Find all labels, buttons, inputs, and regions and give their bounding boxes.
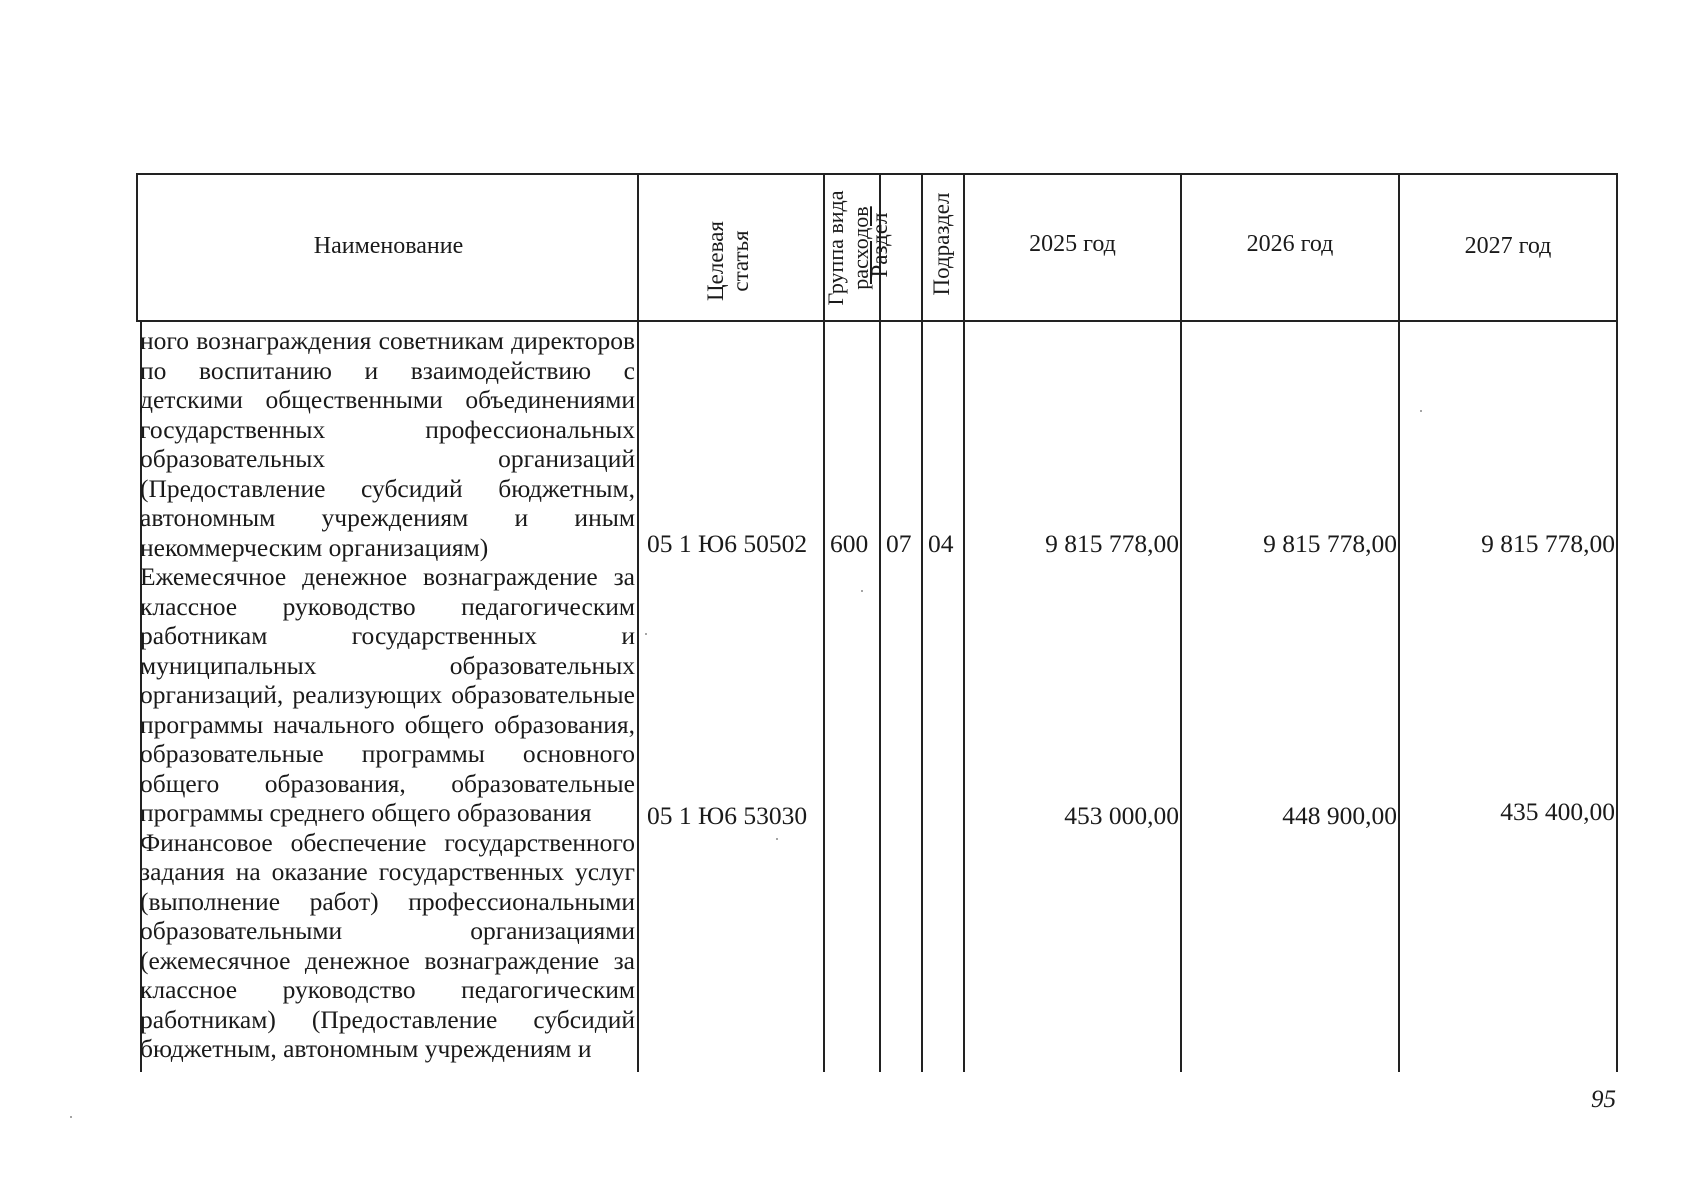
row-3-name: Финансовое обеспечение государственного задания на оказание государственных услуг (выполнение работ) профессиональными образовательными организациями (ежемесячное денежное вознаграждение за классное руководство педагогическим работникам) (Предоставление субсидий бюджетным, автономным учреждениям и xyxy=(140,827,635,1063)
row-1-name: ного вознаграждения советникам директоров по воспитанию и взаимодействию с детскими общественными объединениями государственных профессиональных образовательных организаций (Предоставление субсидий бюджетным, автономным учреждениям и иным некоммерческим организациям) xyxy=(140,326,635,562)
row-1-subsection: 04 xyxy=(928,529,954,558)
header-target-article-line2: статья xyxy=(728,230,753,292)
page-number: 95 xyxy=(1591,1086,1616,1113)
scan-speck xyxy=(1420,410,1422,412)
header-target-article xyxy=(703,184,757,338)
name-column xyxy=(140,326,635,1064)
scan-speck xyxy=(70,1116,72,1118)
row-1-expense-group: 600 xyxy=(830,529,869,558)
header-year-2026: 2026 год xyxy=(1246,231,1334,257)
row-2-y2025: 453 000,00 xyxy=(1064,801,1179,830)
row-2-name: Ежемесячное денежное вознаграждение за классное руководство педагогическим работникам государственных и муниципальных образовательных организаций, реализующих образовательные программы начального общего образования, образовательные программы основного общего образования, образовательные программы среднего общего образования xyxy=(140,562,635,827)
header-subsection: Подраздел xyxy=(929,192,954,296)
header-target-article-line1: Целевая xyxy=(703,221,728,301)
row-1-y2027: 9 815 778,00 xyxy=(1481,529,1615,558)
header-section: Раздел xyxy=(867,212,892,278)
row-1-y2026: 9 815 778,00 xyxy=(1263,529,1397,558)
header-year-2025: 2025 год xyxy=(1029,231,1116,257)
header-expense-group-line1: Группа вида xyxy=(823,190,848,306)
row-2-target-article: 05 1 Ю6 53030 xyxy=(647,801,808,830)
header-expense-group-line2: расходов xyxy=(848,206,873,290)
header-year-2027: 2027 год xyxy=(1464,233,1552,259)
row-2-y2026: 448 900,00 xyxy=(1282,801,1397,830)
header-name: Наименование xyxy=(313,233,464,259)
row-1-y2025: 9 815 778,00 xyxy=(1045,529,1179,558)
scan-speck xyxy=(645,633,647,635)
row-1-target-article: 05 1 Ю6 50502 xyxy=(647,529,808,558)
scan-speck xyxy=(861,590,863,592)
row-1-section: 07 xyxy=(886,529,912,558)
row-2-y2027: 435 400,00 xyxy=(1500,797,1615,826)
scan-speck xyxy=(776,838,778,840)
